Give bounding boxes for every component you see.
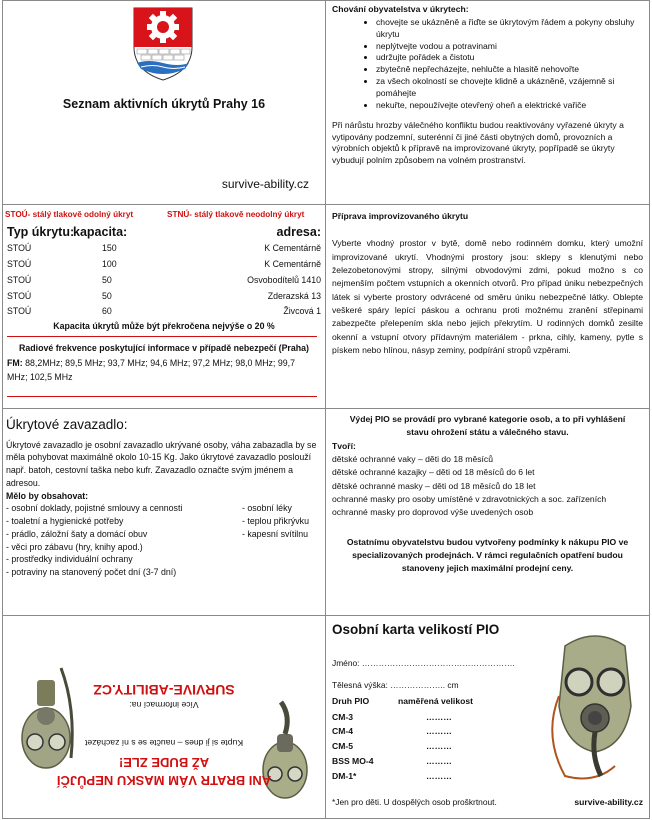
pio-size-card xyxy=(325,615,650,819)
website-label: survive-ability.cz xyxy=(221,177,309,191)
shelter-list-title: Seznam aktivních úkrytů Prahy 16 xyxy=(62,97,266,111)
table-row xyxy=(7,275,321,291)
table-row xyxy=(332,726,482,740)
gas-mask-icon xyxy=(545,626,645,786)
list-item: - věci pro zábavu (hry, knihy apod.) xyxy=(6,541,143,552)
buy-today-text: Kupte si ji dnes – naučte se s ní zacházet xyxy=(84,738,244,748)
shelter-capacity: 150 xyxy=(102,243,117,253)
radio-freq-list: 88,2MHz; 89,5 MHz; 93,7 MHz; 94,6 MHz; 97,2 MHz; 98,0 MHz; 99,7 MHz; 102,5 MHz xyxy=(7,358,295,382)
advert-website: SURVIVE-ABILITY.CZ xyxy=(93,682,235,698)
list-item: • chovejte se ukázněně a řiďte se úkrytovým řádem a pokyny obsluhy úkrytu xyxy=(376,17,643,41)
column-header-type: Druh PIO xyxy=(332,696,370,706)
adult-gas-mask-icon xyxy=(11,658,81,778)
table-row xyxy=(7,306,321,322)
capacity-note: Kapacita úkrytů může být překročena nejvýše o 20 % xyxy=(53,321,275,331)
shelter-capacity: 50 xyxy=(102,275,112,285)
shelter-behavior-card xyxy=(325,0,650,205)
more-info-text: Více informací na: xyxy=(129,700,199,710)
table-row xyxy=(7,243,321,259)
name-field: Jméno: ………………………………………………. xyxy=(332,658,515,668)
shelter-address: K Cementárně xyxy=(264,243,321,253)
pio-size-blank: ……… xyxy=(426,771,452,781)
pio-type: DM-1* xyxy=(332,771,357,781)
pio-distribution-card xyxy=(325,408,650,616)
list-item: - teplou přikrývku xyxy=(242,516,309,527)
list-item: - potraviny na stanovený počet dní (3-7 dní) xyxy=(6,567,177,578)
shelter-type: STOÚ xyxy=(7,243,32,253)
pio-type: CM-3 xyxy=(332,712,354,722)
warning-line-1: ANI BRATR VÁM MASKU NEPŮJČÍ xyxy=(56,773,272,788)
legend-stou: STOÚ- stálý tlakově odolný úkryt xyxy=(5,210,134,219)
list-item: - osobní léky xyxy=(242,503,292,514)
shelter-luggage-card xyxy=(2,408,326,616)
pio-type: CM-4 xyxy=(332,726,354,736)
shelter-address: Osvobodítelů 1410 xyxy=(247,275,321,285)
luggage-column-2 xyxy=(242,502,309,540)
table-row xyxy=(332,756,482,770)
shelter-type: STOÚ xyxy=(7,275,32,285)
behavior-list xyxy=(332,17,643,112)
table-row xyxy=(332,712,482,726)
header-address: adresa: xyxy=(276,225,321,239)
pio-size-blank: ……… xyxy=(426,756,452,766)
shelter-capacity: 100 xyxy=(102,259,117,269)
improvised-shelter-card xyxy=(325,204,650,409)
list-item: dětské ochranné masky – děti od 18 měsíců do 18 let xyxy=(332,480,536,491)
list-item: - toaletní a hygienické potřeby xyxy=(6,516,124,527)
table-row xyxy=(332,771,482,785)
list-item: - kapesní svítilnu xyxy=(242,528,309,539)
improvised-paragraph: Vyberte vhodný prostor v bytě, domě nebo rodinném domku, který umožní improvizované ukrytí. Vhodnými prostory jsou: sklepy s klenutými nebo železobetonovými stropy, silnými obvodovými zdmi, pokud možno s co nejmenším počtem vstupních a okenních otvorů. Pro případ úniku nebezpečných látek si vyberte prostory odvrácené od směru úniku nebezpečné látky. Oblepte veškeré spáry lepící páskou a ochranu proti možnému zranění střepinami zabezpečte přelepením skla nebo jejich překrytím. U rodinných domků zesilte okenní a vstupní otvory přídavným materiálem - prkna, cihly, kameny, pytle s pískem nebo hlínou, násyp zeminy, podpírání stropů vzpěrami. xyxy=(332,238,643,355)
pio-footer: Ostatnímu obyvatelstvu budou vytvořeny podmínky k nákupu PIO ve specializovaných prodejnách. V rámci regulačních opatření budou stanoveny jejich maximální prodejní ceny. xyxy=(346,536,629,574)
luggage-subheading: Mělo by obsahovat: xyxy=(6,490,89,501)
reactivation-paragraph: Při nárůstu hrozby válečného konfliktu budou reaktivovány vyřazené úkryty a vytipovány podzemní, suterénní či jiné části obytných domů, provozních a výrobních objektů k přípravě na improvizované úkryty, popřípadě se úkryty vybudují polním způsobem na volném prostranství. xyxy=(332,119,624,166)
shelter-list-title-card xyxy=(2,0,326,205)
shelter-type: STOÚ xyxy=(7,306,32,316)
luggage-column-1 xyxy=(6,502,182,579)
pio-type: CM-5 xyxy=(332,741,354,751)
table-row xyxy=(7,259,321,275)
list-item: ochranné masky pro osoby umístěné v zdravotnických a soc. zařízeních xyxy=(332,493,607,504)
footnote: *Jen pro děti. U dospělých osob proškrtnout. xyxy=(332,797,497,807)
pio-heading: Výdej PIO se provádí pro vybrané kategorie osob, a to při vyhlášení stavu ohrožení státu a válečného stavu. xyxy=(349,414,626,438)
child-gas-mask-icon xyxy=(255,698,315,808)
pio-size-blank: ……… xyxy=(426,741,452,751)
list-item: - prádlo, záložní šaty a domácí obuv xyxy=(6,528,148,539)
divider xyxy=(7,336,317,337)
list-item: - prostředky individuální ochrany xyxy=(6,554,133,565)
list-item: ochranné masky pro doprovod výše uvedených osob xyxy=(332,507,534,518)
shelter-capacity: 60 xyxy=(102,306,112,316)
luggage-contents xyxy=(6,502,322,592)
radio-frequencies xyxy=(7,357,317,384)
luggage-paragraph: Úkrytové zavazadlo je osobní zavazadlo ukrývané osoby, váha zabazadla by se měla pohybovat maximálně okolo 10-15 Kg. Jako úkrytové zavazadlo poslouží např. batoh, cestovní taška nebo kufr. Zavazadlo označte svým jménem a adresou. xyxy=(6,439,317,488)
warning-line-2: AŽ BUDE ZLE! xyxy=(118,755,210,770)
luggage-title: Úkrytové zavazadlo: xyxy=(6,417,128,432)
pio-subheading: Tvoří: xyxy=(332,440,356,451)
improvised-heading: Příprava improvizovaného úkrytu xyxy=(332,211,469,221)
shelter-capacity: 50 xyxy=(102,291,112,301)
header-capacity: kapacita: xyxy=(73,225,128,239)
list-item: dětské ochranné kazajky – děti od 18 měsíců do 6 let xyxy=(332,467,535,478)
shelter-address: Živcová 1 xyxy=(283,306,321,316)
list-item: • neplýtvejte vodou a potravinami xyxy=(376,41,643,53)
radio-title: Radiové frekvence poskytující informace v případě nebezpečí (Praha) xyxy=(19,343,309,353)
shelter-address: K Cementárně xyxy=(264,259,321,269)
behavior-heading: Chování obyvatelstva v úkrytech: xyxy=(332,4,469,14)
list-item: dětské ochranné vaky – děti do 18 měsíců xyxy=(332,453,493,464)
column-header-size: naměřená velikost xyxy=(398,696,473,706)
legend-stnu: STNÚ- stálý tlakově neodolný úkryt xyxy=(167,210,305,219)
coat-of-arms-icon xyxy=(133,7,193,81)
list-item: - osobní doklady, pojistné smlouvy a cennosti xyxy=(6,503,183,514)
height-field: Tělesná výška: ……………….. cm xyxy=(332,680,459,690)
divider xyxy=(7,396,317,397)
list-item: • zbytečně nepřecházejte, nehlučte a hlasitě nehovořte xyxy=(376,64,643,76)
pio-size-blank: ……… xyxy=(426,712,452,722)
shelter-type: STOÚ xyxy=(7,291,32,301)
shelter-table-card xyxy=(2,204,326,409)
shelter-type: STOÚ xyxy=(7,259,32,269)
gas-mask-advert-card xyxy=(2,615,326,819)
list-item: • nekuřte, nepoužívejte otevřený oheň a elektrické vařiče xyxy=(376,100,643,112)
pio-size-blank: ……… xyxy=(426,726,452,736)
header-type: Typ úkrytu: xyxy=(7,225,75,239)
radio-prefix: FM: xyxy=(7,358,23,368)
shelter-address: Zderazská 13 xyxy=(267,291,321,301)
pio-type: BSS MO-4 xyxy=(332,756,374,766)
size-card-title: Osobní karta velikostí PIO xyxy=(332,622,500,637)
table-row xyxy=(7,291,321,307)
list-item: • za všech okolností se chovejte klidně a ukázněně, vzájemně si pomáhejte xyxy=(376,76,643,100)
website-label: survive-ability.cz xyxy=(574,797,643,807)
table-row xyxy=(332,741,482,755)
list-item: • udržujte pořádek a čistotu xyxy=(376,52,643,64)
